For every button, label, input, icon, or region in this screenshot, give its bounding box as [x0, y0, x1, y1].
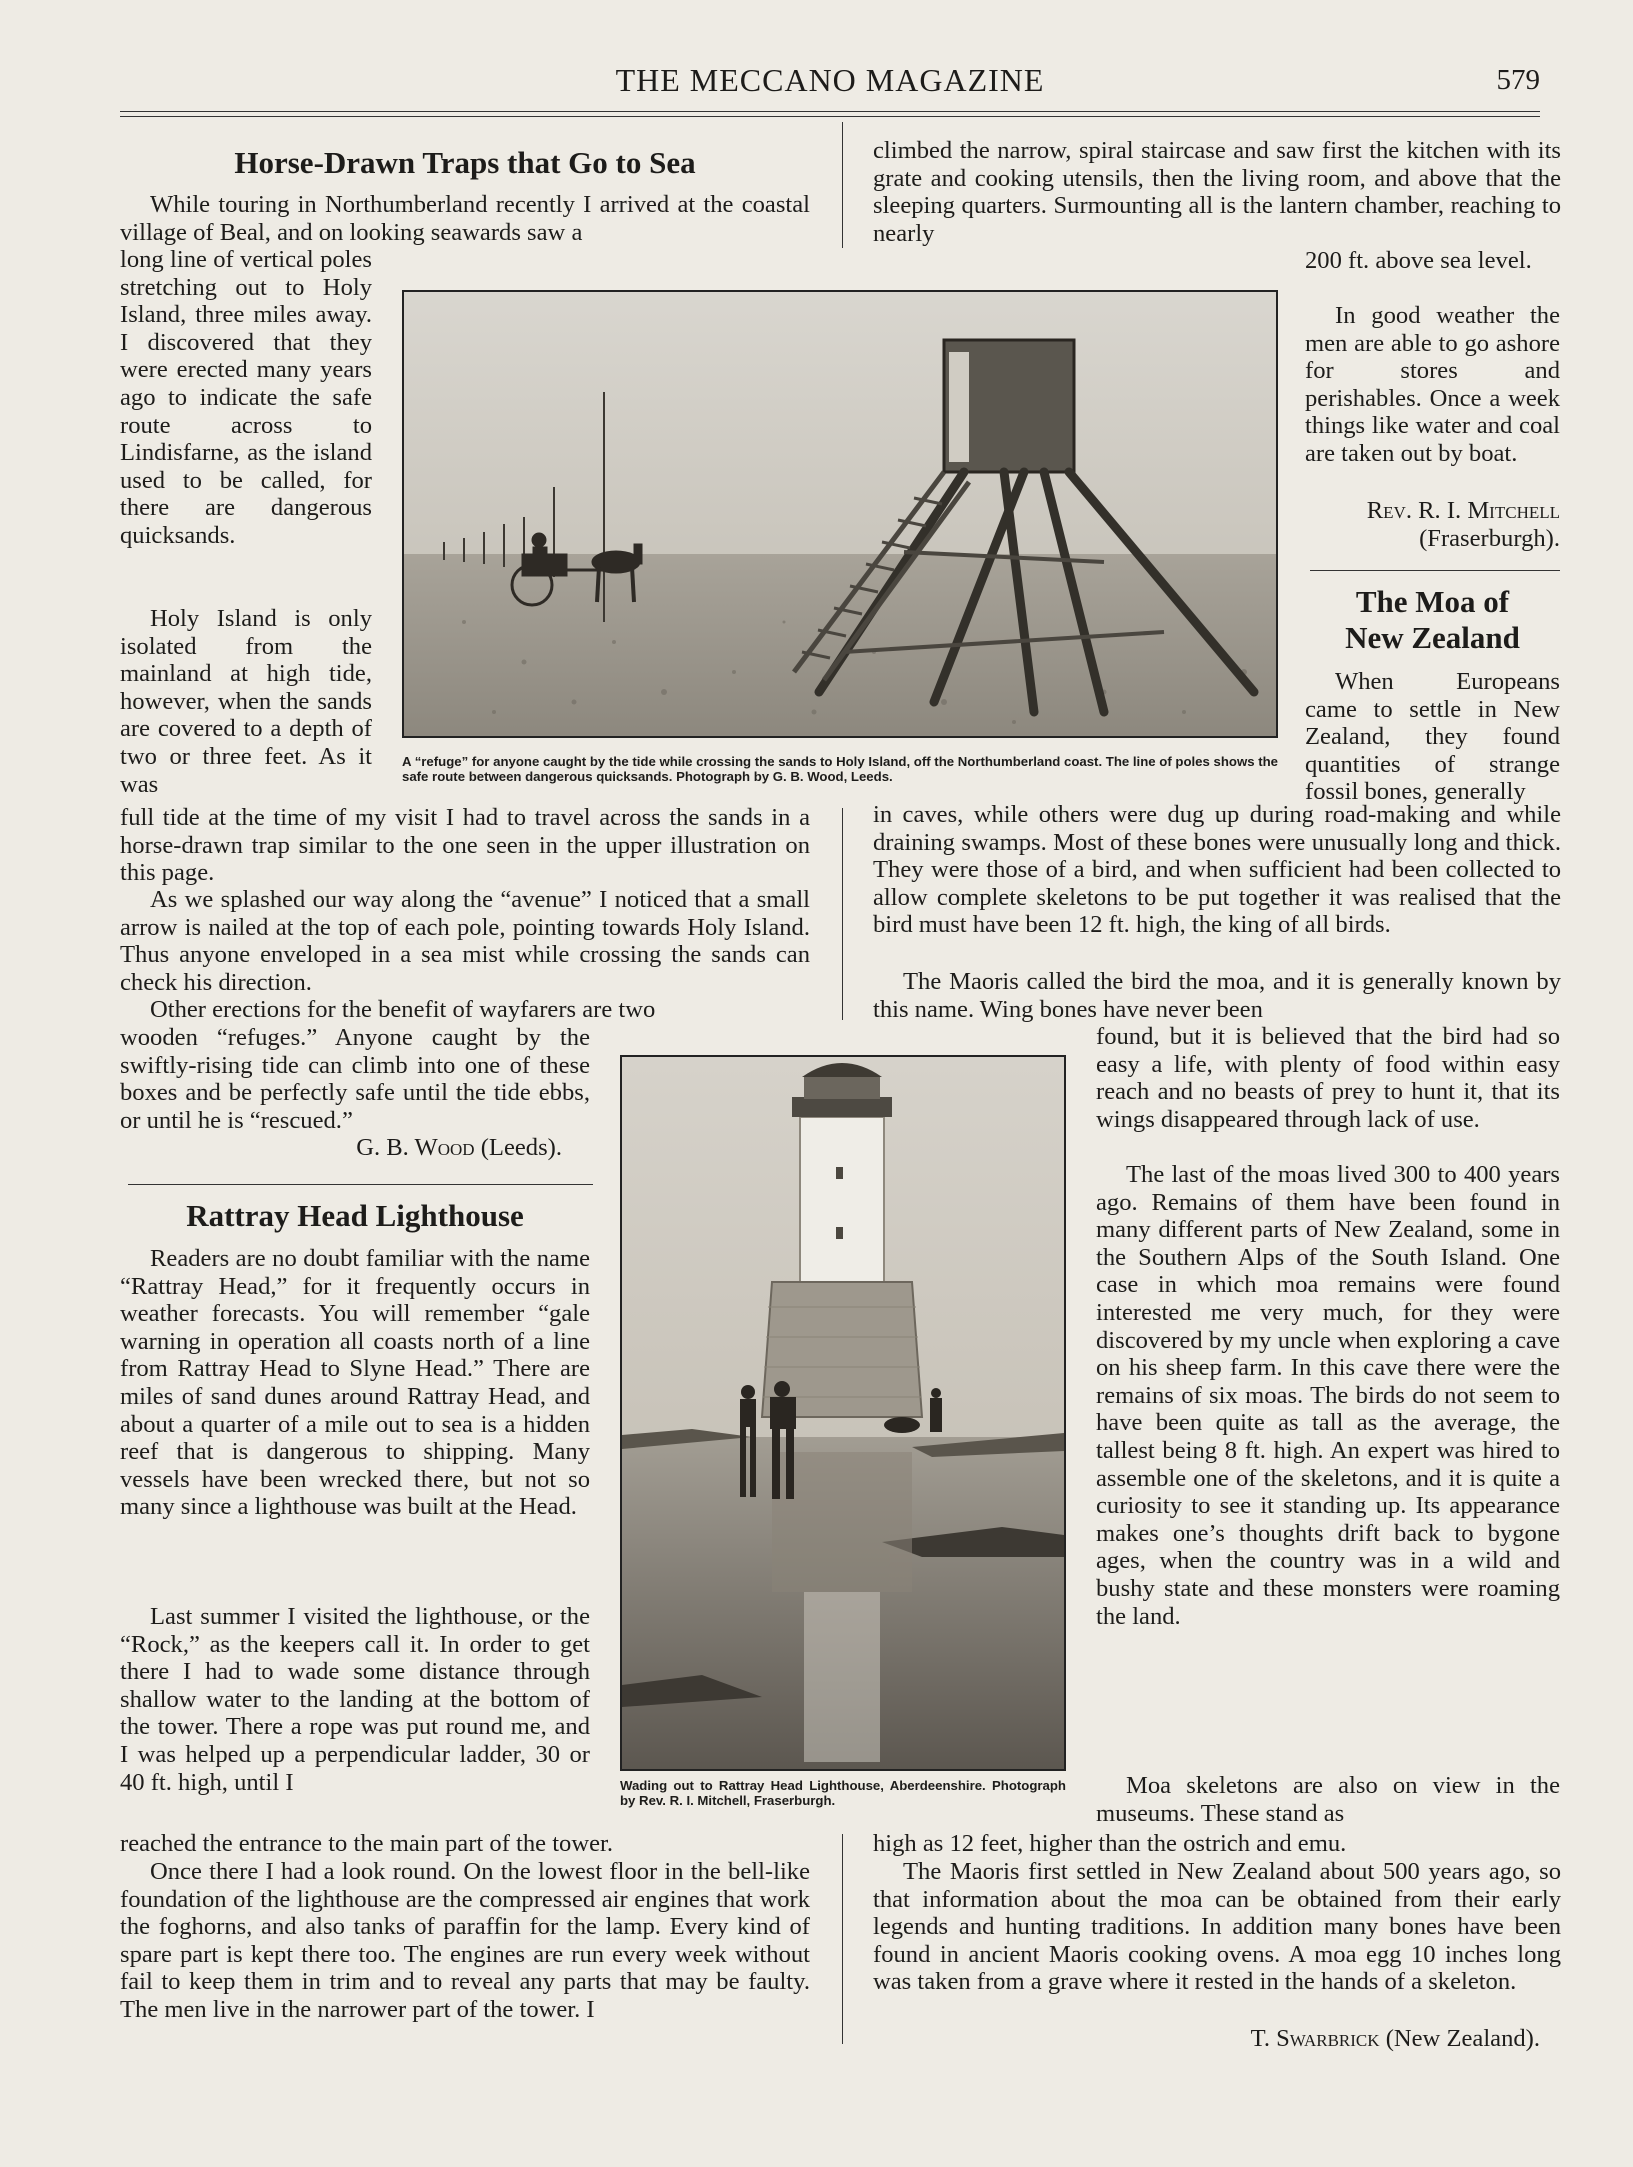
article-paragraph: Last summer I visited the lighthouse, or the “Rock,” as the keepers call it. In order to get there I had to wade some distance through shallow water to the landing at the bottom of the tower. There a rope was put round me, and I was helped up a perpendicular ladder, 30 or 40 ft. high, until I	[120, 1603, 590, 1796]
article-paragraph: Other erections for the benefit of wayfarers are two	[150, 996, 656, 1023]
page-number: 579	[1496, 64, 1540, 96]
refuge-photo	[402, 290, 1278, 738]
article-paragraph: Once there I had a look round. On the lowest floor in the bell-like foundation of the lighthouse are the compressed air engines that work the foghorns, and also tanks of paraffin for the lamp. Every kind of spare part is kept there too. The engines are run every week without fail to keep them in trim and to reveal any parts that may be faulty. The men live in the narrower part of the tower. I	[120, 1858, 810, 2023]
article-paragraph: found, but it is believed that the bird had so easy a life, with plenty of food within easy reach and no beasts of prey to hunt it, that its wings disappeared through lack of use.	[1096, 1023, 1560, 1133]
magazine-title: THE MECCANO MAGAZINE	[615, 62, 1045, 98]
lighthouse-caption: Wading out to Rattray Head Lighthouse, Aberdeenshire. Photograph by Rev. R. I. Mitchell, Fraserburgh.	[620, 1778, 1066, 1808]
article-paragraph: As we splashed our way along the “avenue” I noticed that a small arrow is nailed at the top of each pole, pointing towards Holy Island. Thus anyone enveloped in a sea mist while crossing the sands can check his direction.	[120, 886, 810, 996]
column-rule	[842, 1834, 843, 2044]
article-paragraph: in caves, while others were dug up during road-making and while draining swamps. Most of these bones were unusually long and thick. They were those of a bird, and when sufficient had been collected to allow complete skeletons to be put together it was realised that the bird must have been 12 ft. high, the king of all birds.	[873, 801, 1561, 939]
author-place: (Fraserburgh).	[1419, 524, 1560, 552]
byline	[1240, 497, 1560, 552]
header-rule	[120, 111, 1540, 112]
running-head	[120, 62, 1540, 102]
article-paragraph: When Europeans came to settle in New Zealand, they found quantities of strange fossil bones, generally	[1305, 668, 1560, 806]
article-paragraph: long line of vertical poles stretching out to Holy Island, three miles away. I discovered that they were erected many years ago to indicate the safe route across to Lindisfarne, as the island used to be called, for there are dangerous quicksands.	[120, 246, 372, 549]
article-paragraph: 200 ft. above sea level.	[1305, 247, 1532, 274]
author-name: G. B. Wood	[356, 1134, 475, 1161]
refuge-caption: A “refuge” for anyone caught by the tide while crossing the sands to Holy Island, off the Northumberland coast. The line of poles shows the safe route between dangerous quicksands. Photograph by G. B. Wood, Leeds.	[402, 754, 1278, 784]
article-paragraph: The last of the moas lived 300 to 400 years ago. Remains of them have been found in many different parts of New Zealand, some in the Southern Alps of the South Island. One case in which moa remains were found interested me very much, for they were discovered by my uncle when exploring a cave on his sheep farm. In this cave there were the remains of six moas. The birds do not seem to have been quite as tall as the average, the tallest being 8 ft. high. An expert was hired to assemble one of the skeletons, and it is quite a curiosity to see it standing up. Its appearance makes one’s thoughts drift back to bygone ages, when the country was in a wild and bushy state and these monsters were roaming the land.	[1096, 1161, 1560, 1630]
article-paragraph: While touring in Northumberland recently I arrived at the coastal village of Beal, and on looking seawards saw a	[120, 191, 810, 246]
byline	[300, 1134, 562, 1162]
article-paragraph: Moa skeletons are also on view in the museums. These stand as	[1096, 1772, 1560, 1827]
article-paragraph: full tide at the time of my visit I had to travel across the sands in a horse-drawn trap similar to the one seen in the upper illustration on this page.	[120, 804, 810, 887]
article-paragraph: The Maoris called the bird the moa, and it is generally known by this name. Wing bones have never been	[873, 968, 1561, 1023]
lighthouse-photo	[620, 1055, 1066, 1771]
article-title-line: The Moa of	[1355, 584, 1510, 619]
article-paragraph: wooden “refuges.” Anyone caught by the swiftly-rising tide can climb into one of these boxes and be perfectly safe until the tide ebbs, or until he is “rescued.”	[120, 1024, 590, 1134]
byline	[1100, 2025, 1540, 2053]
article-title: Horse-Drawn Traps that Go to Sea	[234, 145, 696, 180]
article-paragraph: Holy Island is only isolated from the mainland at high tide, however, when the sands are covered to a depth of two or three feet. As it was	[120, 605, 372, 798]
article-paragraph: reached the entrance to the main part of the tower.	[120, 1830, 614, 1857]
article-paragraph: high as 12 feet, higher than the ostrich and emu.	[873, 1830, 1347, 1857]
author-name: T. Swarbrick	[1250, 2025, 1380, 2052]
article-title	[1305, 584, 1560, 656]
article-paragraph: In good weather the men are able to go ashore for stores and perishables. Once a week things like water and coal are taken out by boat.	[1305, 302, 1560, 467]
author-place: (Leeds).	[480, 1134, 562, 1161]
article-paragraph: climbed the narrow, spiral staircase and saw first the kitchen with its grate and cooking utensils, then the living room, and above that the sleeping quarters. Surmounting all is the lantern chamber, reaching to nearly	[873, 137, 1561, 247]
article-paragraph: Readers are no doubt familiar with the name “Rattray Head,” for it frequently occurs in weather forecasts. You will remember “gale warning in operation all coasts north of a line from Rattray Head to Slyne Head.” There are miles of sand dunes around Rattray Head, and about a quarter of a mile out to sea is a hidden reef that is dangerous to shipping. Many vessels have been wrecked there, but not so many since a lighthouse was built at the Head.	[120, 1245, 590, 1521]
section-divider	[128, 1184, 593, 1185]
section-divider	[1310, 570, 1560, 571]
column-rule	[842, 122, 843, 248]
article-title-line: New Zealand	[1345, 620, 1520, 655]
author-place: (New Zealand).	[1385, 2025, 1540, 2052]
author-name: Rev. R. I. Mitchell	[1366, 497, 1560, 524]
header-rule-2	[120, 116, 1540, 117]
article-title: Rattray Head Lighthouse	[186, 1198, 524, 1233]
column-rule	[842, 808, 843, 1020]
article-paragraph: The Maoris first settled in New Zealand about 500 years ago, so that information about the moa can be obtained from their early legends and hunting traditions. In addition many bones have been found in ancient Maoris cooking ovens. A moa egg 10 inches long was taken from a grave where it rested in the hands of a skeleton.	[873, 1858, 1561, 1996]
